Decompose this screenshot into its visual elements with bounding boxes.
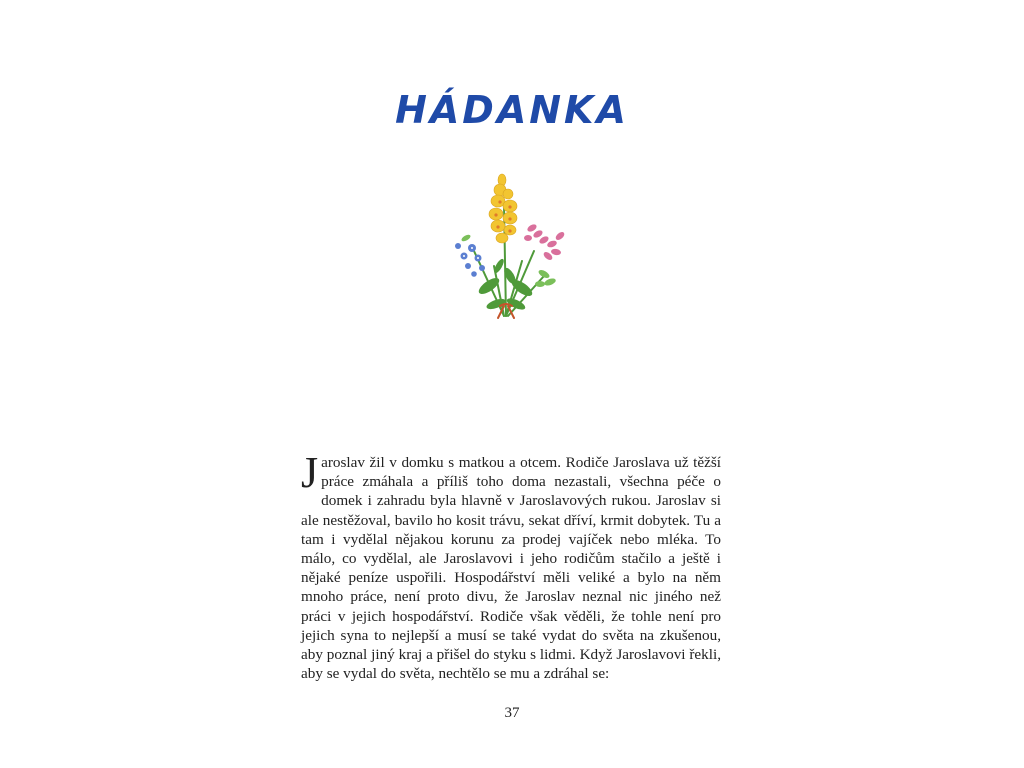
page-number: 37 bbox=[504, 705, 520, 721]
chapter-title: HÁDANKA bbox=[395, 88, 629, 132]
story-paragraph bbox=[301, 448, 721, 683]
book-page bbox=[248, 0, 776, 768]
story-text: aroslav žil v domku s matkou a otcem. Rodiče Jaroslava už těžší práce zmáhala a příliš toho doma nezastali, všechna péče o domek i zahradu byla hlavně v Jaroslavových rukou. Jaroslav si ale nestěžoval, bavilo ho kosit trávu, sekat dříví, krmit dobytek. Tu a tam i vydělal nějakou korunu za prodej vajíček nebo mléka. To málo, co vydělal, ale Jaroslavovi i jeho rodičům stačilo a ještě i nějaké peníze uspořili. Hospodářství měli veliké a bylo na něm mnoho práce, není proto divu, že Jaroslav neznal nic jiného než práci v jejich hospodářství. Rodiče však věděli, že tohle není pro jejich syna to nejlepší a musí se také vydat do světa na zkušenou, aby poznal jiný kraj a přišel do styku s lidmi. Když Jaroslavovi řekli, aby se vydal do světa, nechtělo se mu a zdráhal se: bbox=[301, 454, 721, 683]
drop-cap: J bbox=[301, 448, 319, 497]
wildflower-bouquet-icon bbox=[444, 166, 574, 331]
